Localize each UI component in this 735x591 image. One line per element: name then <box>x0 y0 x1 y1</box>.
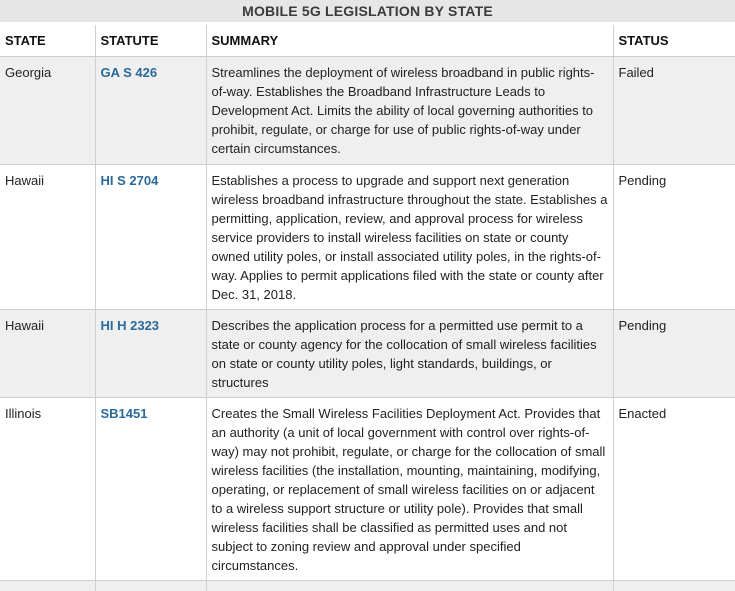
state-cell <box>0 581 95 591</box>
status-cell: Enacted <box>613 398 735 581</box>
statute-cell <box>95 165 206 310</box>
summary-cell: Establishes a process to upgrade and support next generation wireless broadband infrastructure throughout the state. Establishes a permitting, application, review, and approval process for wireless service providers to install wireless facilities on state or county owned utility poles, or install associated utility poles, in the rights-of-way. Applies to permit applications filed with the state or county after Dec. 31, 2018. <box>206 165 613 310</box>
statute-link[interactable]: SB1451 <box>100 406 148 421</box>
state-cell: Illinois <box>0 398 95 581</box>
status-cell <box>613 581 735 591</box>
summary-cell: Creates the Small Wireless Facilities Deployment Act. Provides that an authority (a unit of local government with control over rights-of-way) may not prohibit, regulate, or charge for the collocation of small wireless facilities (the installation, mounting, maintaining, modifying, operating, or replacement of small wireless facilities on or adjacent to a wireless support structure or utility pole). Provides that small wireless facilities shall be classified as permitted uses and not subject to zoning review and approval under specified circumstances. <box>206 398 613 581</box>
statute-cell <box>95 398 206 581</box>
state-cell: Hawaii <box>0 310 95 398</box>
header-row <box>0 24 735 57</box>
status-cell: Pending <box>613 165 735 310</box>
table-row <box>0 165 735 310</box>
header-statute[interactable]: STATUTE <box>95 24 206 57</box>
state-cell: Hawaii <box>0 165 95 310</box>
summary-cell <box>206 581 613 591</box>
table-row-partial <box>0 581 735 591</box>
statute-cell <box>95 310 206 398</box>
statute-link[interactable]: HI H 2323 <box>100 318 160 333</box>
statute-cell <box>95 581 206 591</box>
table-row <box>0 398 735 581</box>
statute-cell <box>95 57 206 165</box>
summary-cell: Streamlines the deployment of wireless broadband in public rights-of-way. Establishes the Broadband Infrastructure Leads to Development Act. Limits the ability of local governing authorities to prohibit, regulate, or charge for use of public rights-of-way under certain circumstances. <box>206 57 613 165</box>
header-summary[interactable]: SUMMARY <box>206 24 613 57</box>
table-title: MOBILE 5G LEGISLATION BY STATE <box>0 0 735 22</box>
table-row <box>0 310 735 398</box>
header-status[interactable]: STATUS <box>613 24 735 57</box>
status-cell: Failed <box>613 57 735 165</box>
statute-link[interactable]: GA S 426 <box>100 65 158 80</box>
header-state[interactable]: STATE <box>0 24 95 57</box>
statute-link[interactable]: HI S 2704 <box>100 173 159 188</box>
table-row <box>0 57 735 165</box>
status-cell: Pending <box>613 310 735 398</box>
state-cell: Georgia <box>0 57 95 165</box>
summary-cell: Describes the application process for a permitted use permit to a state or county agency for the collocation of small wireless facilities on state or county utility poles, light standards, buildings, or structures <box>206 310 613 398</box>
legislation-table <box>0 22 735 591</box>
